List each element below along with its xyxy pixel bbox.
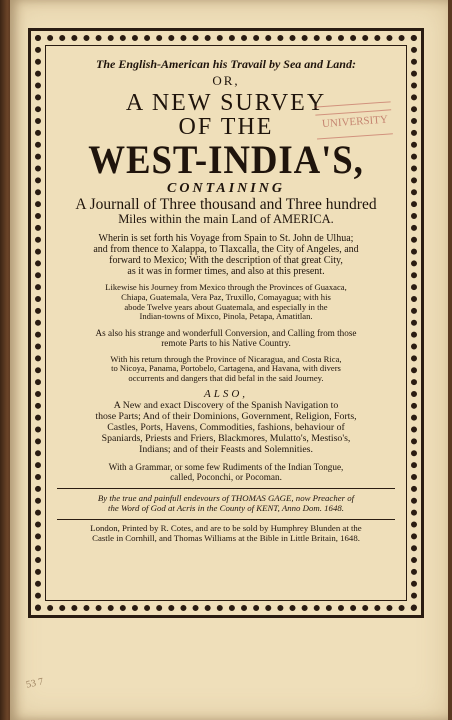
paragraph-line: to Nicoya, Panama, Portobelo, Cartagena, and Havana, with divers <box>111 363 341 374</box>
paragraph-line: the Word of God at Acris in the County of KENT, Anno Dom. 1648. <box>108 502 344 513</box>
journal-line-2: Miles within the main Land of AMERICA. <box>118 211 334 226</box>
of-the-line: OF THE <box>178 113 274 140</box>
containing-line: CONTAINING <box>167 180 285 196</box>
paragraph-line: With a Grammar, or some few Rudiments of the Indian Tongue, <box>108 461 344 472</box>
paragraph-line: Chiapa, Guatemala, Vera Paz, Truxillo, Comayagua; with his <box>121 292 331 303</box>
author-statement <box>47 494 405 514</box>
top-title: The English-American his Travail by Sea and Land: <box>96 57 356 71</box>
divider-rule <box>57 519 395 520</box>
paragraph-line: occurrents and dangers that did befal in the said Journey. <box>128 372 324 383</box>
stamp-line <box>317 133 393 139</box>
paragraph-line: forward to Mexico; With the description of that great City, <box>109 255 343 267</box>
conversion-paragraph <box>47 328 405 349</box>
stamp-text: UNIVERSITY <box>321 113 389 131</box>
paragraph-line: abode Twelve years about Guatemala, and especially in the <box>124 301 328 312</box>
library-stamp <box>312 93 394 152</box>
paragraph-line: A New and exact Discovery of the Spanish Navigation to <box>113 399 339 411</box>
or-line: OR, <box>212 73 240 89</box>
book-page <box>10 0 448 720</box>
paragraph-line: Wherin is set forth his Voyage from Spain to St. John de Ulhua; <box>98 232 354 244</box>
paragraph-line: Spaniards, Priests and Friers, Blackmores, Mulatto's, Mestiso's, <box>101 432 351 444</box>
paragraph-line: Castles, Ports, Havens, Commodities, fashions, behaviour of <box>107 421 345 433</box>
voyage-paragraph <box>47 233 405 278</box>
a-new-survey-line: A NEW SURVEY <box>125 89 327 116</box>
paragraph-line: Likewise his Journey from Mexico through the Provinces of Guaxaca, <box>105 282 347 293</box>
paragraph-line: Castle in Cornhill, and Thomas Williams at the Bible in Little Britain, 1648. <box>92 532 360 543</box>
paragraph-line: Indians; and of their Feasts and Solemnities. <box>139 443 313 455</box>
paragraph-line: By the true and painfull endevours of THOMAS GAGE, now Preacher of <box>97 493 355 504</box>
also-line: ALSO, <box>203 388 249 401</box>
discovery-paragraph <box>47 401 405 456</box>
west-indias-heading: WEST-INDIA'S, <box>88 136 364 182</box>
paragraph-line: As also his strange and wonderfull Conversion, and Calling from those <box>95 327 357 338</box>
paragraph-line: remote Parts to his Native Country. <box>161 338 291 349</box>
paragraph-line: Indian-towns of Mixco, Pinola, Petapa, Amatitlan. <box>139 311 313 322</box>
paragraph-line: called, Poconchi, or Pocoman. <box>170 471 282 482</box>
handwritten-margin-note: 53 7 <box>25 676 45 691</box>
paragraph-line: those Parts; And of their Dominions, Government, Religion, Forts, <box>95 410 357 422</box>
divider-rule <box>57 488 395 489</box>
paragraph-line: and from thence to Xalappa, to Tlaxcalla, the City of Angeles, and <box>93 243 359 255</box>
return-paragraph <box>47 355 405 384</box>
paragraph-line: With his return through the Province of Nicaragua, and Costa Rica, <box>110 353 342 364</box>
paragraph-line: as it was in former times, and also at this present. <box>127 266 325 278</box>
journey-paragraph <box>47 283 405 322</box>
imprint <box>47 524 405 544</box>
journal-line-1: A Journall of Three thousand and Three hundred <box>75 195 377 213</box>
grammar-paragraph <box>47 462 405 483</box>
stamp-line <box>315 101 391 107</box>
paragraph-line: London, Printed by R. Cotes, and are to be sold by Humphrey Blunden at the <box>90 522 362 533</box>
